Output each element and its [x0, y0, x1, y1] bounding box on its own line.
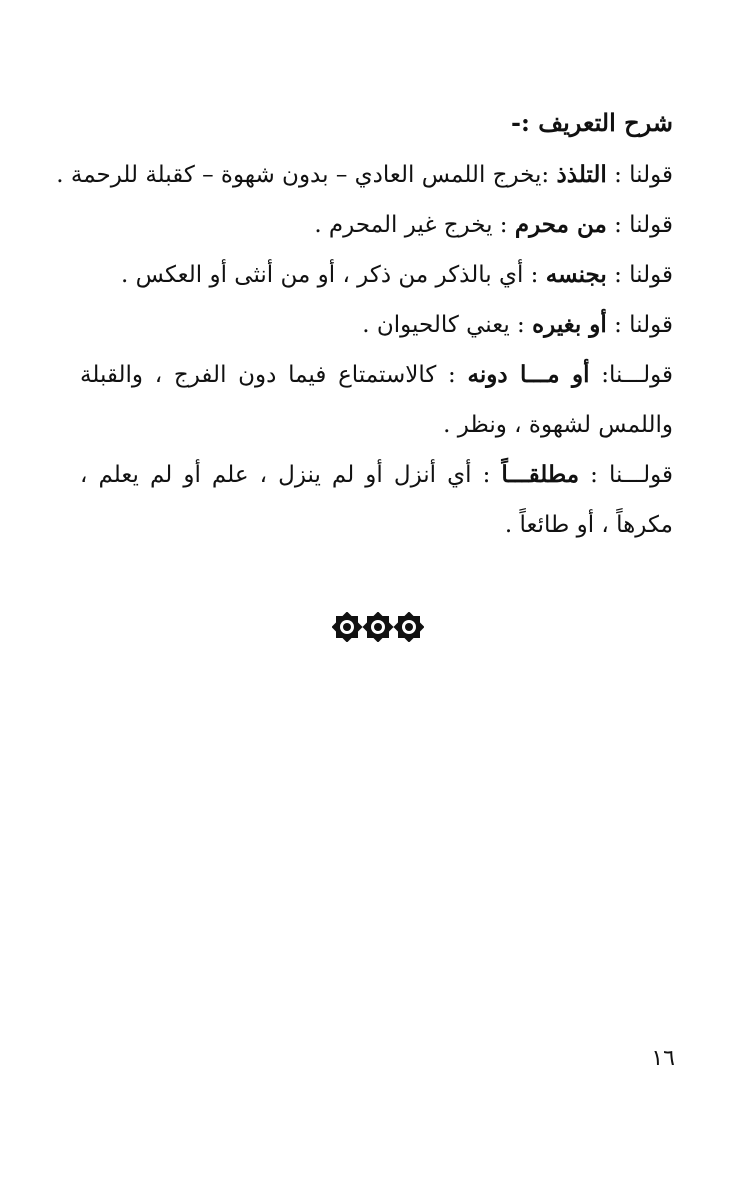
entry-min-muharram — [80, 200, 673, 250]
entry-term: مطلقـــاً — [501, 461, 580, 488]
ornament-svg — [332, 612, 424, 642]
text-body — [56, 98, 673, 550]
entry-explanation: : يخرج غير المحرم . — [314, 212, 515, 238]
entry-prefix: قولنا : — [606, 262, 673, 288]
entry-explanation: : أي أنزل أو لم ينزل ، علم أو لم يعلم ، مكرهاً ، أو طائعاً . — [80, 462, 673, 538]
entry-talazzuz — [56, 150, 673, 200]
entry-prefix: قولـــنا: — [589, 362, 673, 388]
star-ornament-icon — [362, 612, 393, 642]
entry-explanation: : يعني كالحيوان . — [362, 312, 533, 338]
entry-term: بجنسه — [545, 261, 607, 288]
entry-prefix: قولنا : — [606, 212, 673, 238]
star-ornament-icon — [393, 612, 424, 642]
entry-prefix: قولـــنا : — [579, 462, 673, 488]
page-number: ١٦ — [651, 1046, 675, 1071]
entry-explanation: : كالاستمتاع فيما دون الفرج ، والقبلة واللمس لشهوة ، ونظر . — [80, 362, 673, 438]
entry-term: من محرم — [514, 211, 607, 238]
entry-prefix: قولنا : — [606, 312, 673, 338]
entry-term: أو مـــا دونه — [467, 361, 590, 388]
entry-explanation: : أي بالذكر من ذكر ، أو من أنثى أو العكس . — [121, 262, 546, 288]
entry-explanation: :يخرج اللمس العادي – بدون شهوة – كقبلة للرحمة . — [56, 162, 557, 188]
star-ornament-icon — [332, 612, 363, 642]
entry-term: التلذذ — [556, 161, 607, 188]
three-star-ornament-icon — [0, 612, 755, 646]
entry-bi-jinsihi — [80, 250, 673, 300]
entry-term: أو بغيره — [532, 311, 607, 338]
section-heading: شرح التعريف :- — [511, 108, 673, 137]
entry-mutlaqan — [80, 450, 673, 550]
entry-aw-bighayrihi — [80, 300, 673, 350]
entry-aw-ma-dunahu — [80, 350, 673, 450]
entry-prefix: قولنا : — [606, 162, 673, 188]
